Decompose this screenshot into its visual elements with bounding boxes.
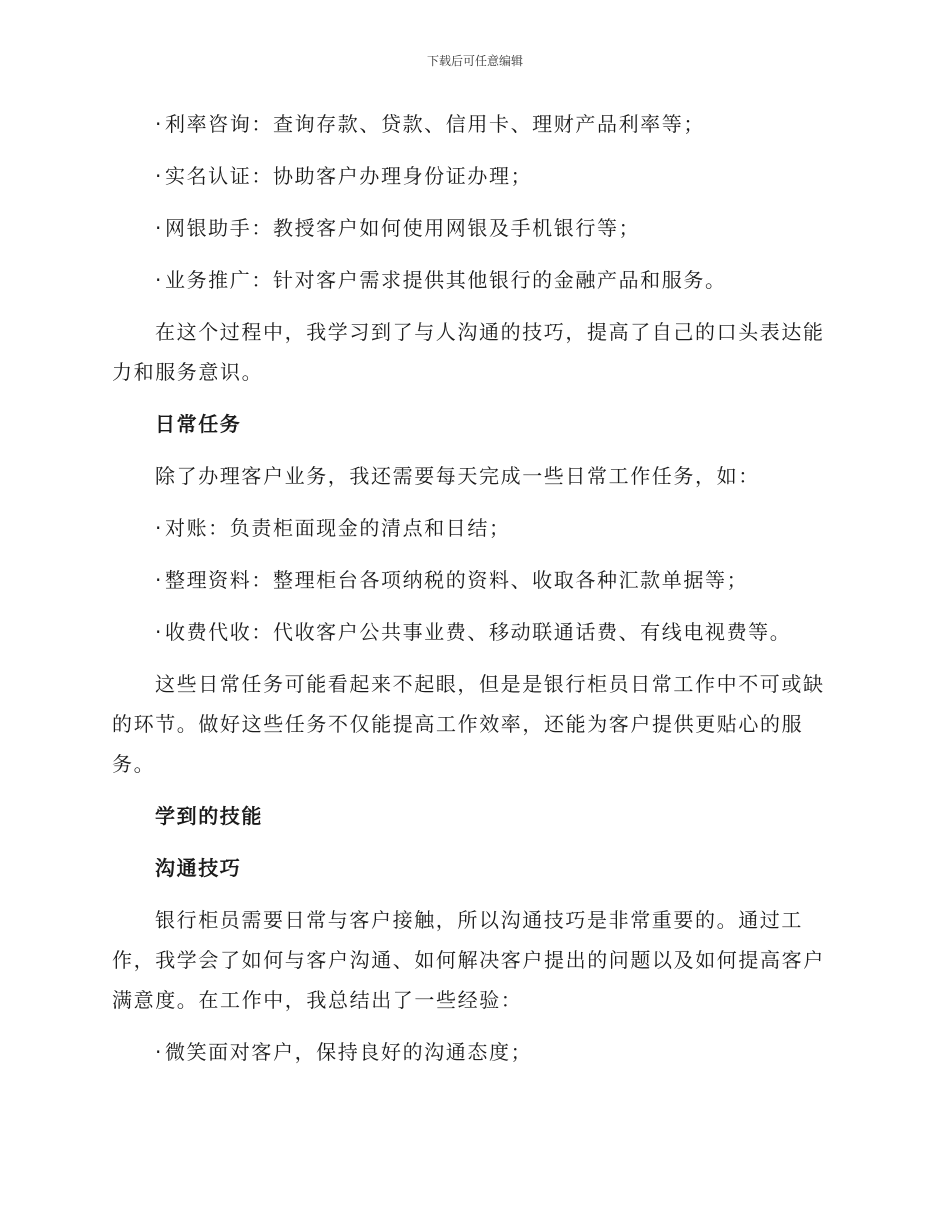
daily-tasks-intro: 除了办理客户业务，我还需要每天完成一些日常工作任务，如： bbox=[155, 464, 760, 488]
list-item-reconciliation bbox=[112, 508, 832, 548]
list-item-text: 网银助手：教授客户如何使用网银及手机银行等； bbox=[164, 216, 641, 240]
heading-communication: 沟通技巧 bbox=[155, 856, 242, 880]
list-item-online-banking bbox=[112, 208, 832, 248]
list-item-smile bbox=[112, 1032, 832, 1072]
list-item-fee-collection bbox=[112, 612, 832, 652]
bullet-icon: · bbox=[155, 112, 163, 136]
heading-daily-tasks: 日常任务 bbox=[155, 412, 242, 436]
communication-paragraph: 银行柜员需要日常与客户接触，所以沟通技巧是非常重要的。通过工作，我学会了如何与客户沟通、如何解决客户提出的问题以及如何提高客户满意度。在工作中，我总结出了一些经验： bbox=[112, 908, 825, 1012]
list-item-real-name bbox=[112, 156, 832, 196]
page-header: 下载后可任意编辑 bbox=[426, 54, 523, 68]
list-item-text: 业务推广：针对客户需求提供其他银行的金融产品和服务。 bbox=[164, 268, 727, 292]
list-item-text: 收费代收：代收客户公共事业费、移动联通话费、有线电视费等。 bbox=[164, 620, 792, 644]
list-item-text: 整理资料：整理柜台各项纳税的资料、收取各种汇款单据等； bbox=[164, 568, 749, 592]
heading-skills: 学到的技能 bbox=[155, 804, 263, 828]
list-item-text: 微笑面对客户，保持良好的沟通态度； bbox=[164, 1040, 533, 1064]
bullet-icon: · bbox=[155, 516, 163, 540]
list-item-interest-rate bbox=[112, 104, 832, 144]
list-item-text: 对账：负责柜面现金的清点和日结； bbox=[164, 516, 511, 540]
bullet-icon: · bbox=[155, 620, 163, 644]
bullet-icon: · bbox=[155, 1040, 163, 1064]
list-item-text: 利率咨询：查询存款、贷款、信用卡、理财产品利率等； bbox=[164, 112, 705, 136]
bullet-icon: · bbox=[155, 216, 163, 240]
daily-tasks-summary: 这些日常任务可能看起来不起眼，但是是银行柜员日常工作中不可或缺的环节。做好这些任务不仅能提高工作效率，还能为客户提供更贴心的服务。 bbox=[112, 672, 825, 776]
bullet-icon: · bbox=[155, 164, 163, 188]
list-item-promotion bbox=[112, 260, 832, 300]
list-item-documents bbox=[112, 560, 832, 600]
bullet-icon: · bbox=[155, 268, 163, 292]
list-item-text: 实名认证：协助客户办理身份证办理； bbox=[164, 164, 533, 188]
document-body bbox=[112, 104, 832, 1084]
bullet-icon: · bbox=[155, 568, 163, 592]
section1-summary: 在这个过程中，我学习到了与人沟通的技巧，提高了自己的口头表达能力和服务意识。 bbox=[112, 320, 825, 384]
